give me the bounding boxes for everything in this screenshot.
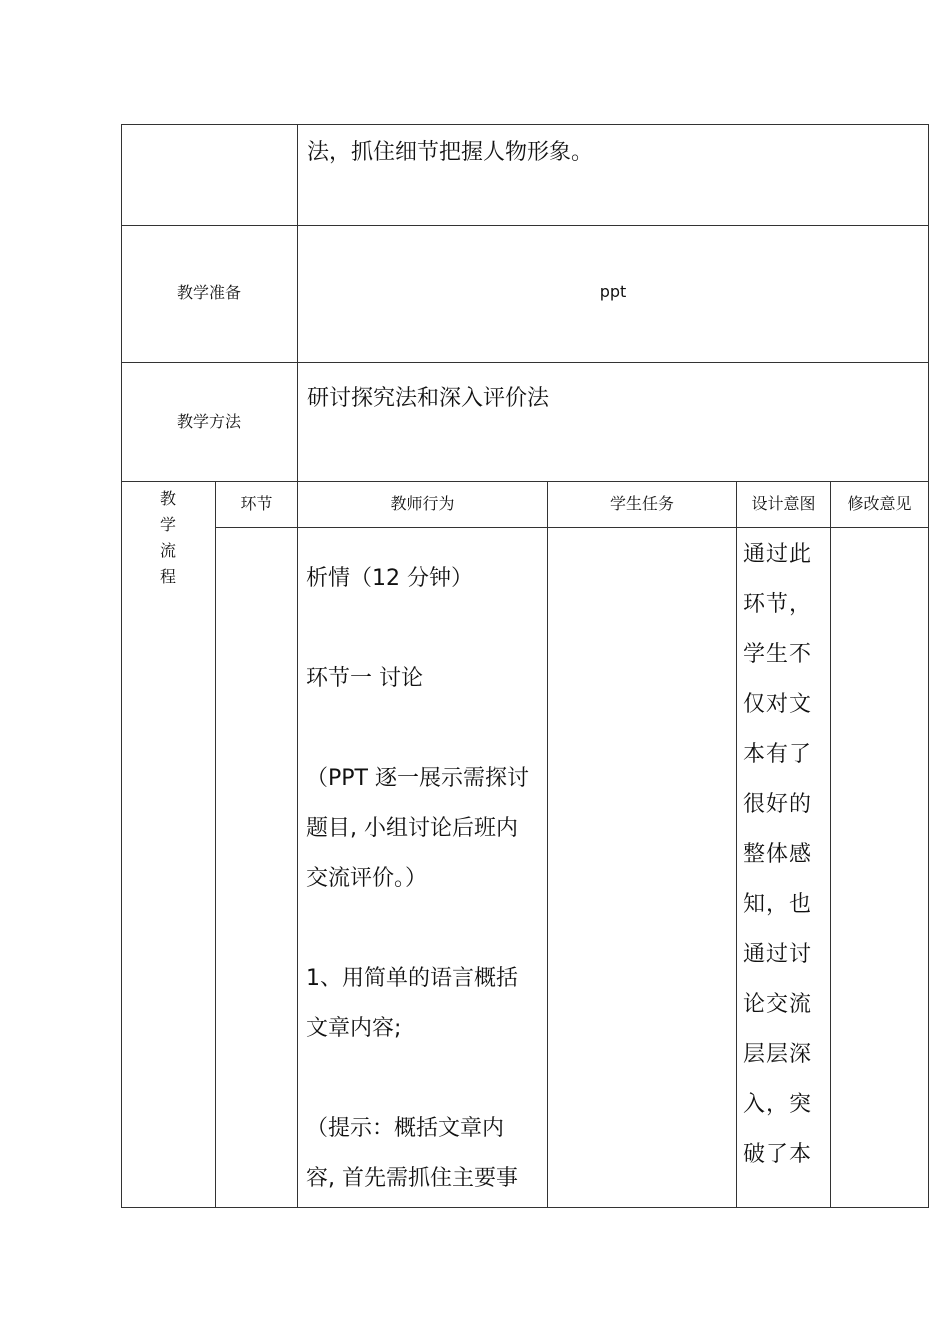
teacher-line: 析情（12 分钟） [306, 566, 473, 591]
teacher-line: 容, 首先需抓住主要事 [306, 1166, 518, 1191]
prep-value: ppt [599, 282, 627, 301]
header-student: 学生任务 [609, 494, 674, 513]
header-design: 设计意图 [751, 494, 816, 513]
method-label: 教学方法 [176, 412, 241, 431]
teacher-line-gap [306, 704, 544, 754]
teacher-line: 1、用简单的语言概括 [306, 966, 518, 991]
header-teacher: 教师行为 [390, 494, 455, 513]
teacher-line: （PPT 逐一展示需探讨 [306, 766, 529, 791]
design-line: 整体感 [743, 842, 813, 867]
design-line: 层层深 [743, 1042, 813, 1067]
col-border-student [736, 481, 737, 1208]
design-line: 通过此 [743, 542, 813, 567]
design-line: 仅对文 [743, 692, 813, 717]
flow-label-char: 程 [159, 567, 176, 586]
flow-label-char: 流 [159, 541, 176, 560]
design-line: 学生不 [743, 642, 813, 667]
teacher-line-gap [306, 904, 544, 954]
teacher-line-gap [306, 604, 544, 654]
row-border-bottom [121, 1207, 929, 1208]
flow-label-char: 学 [159, 515, 176, 534]
design-line: 通过讨 [743, 942, 813, 967]
teacher-line: 交流评价。） [306, 866, 428, 891]
design-line: 环节， [743, 592, 813, 617]
design-intent [743, 530, 833, 1180]
objective-text: 法，抓住细节把握人物形象。 [307, 140, 594, 165]
prep-label: 教学准备 [176, 283, 241, 302]
teacher-line: 题目, 小组讨论后班内 [306, 816, 518, 841]
design-line: 论交流 [743, 992, 813, 1017]
teacher-line: （提示：概括文章内 [306, 1116, 505, 1141]
col-border-teacher [547, 481, 548, 1208]
design-line: 很好的 [743, 792, 813, 817]
design-line: 入，突 [743, 1092, 813, 1117]
teacher-line: 环节一 讨论 [306, 666, 423, 691]
design-line: 本有了 [743, 742, 813, 767]
row-border-3 [121, 481, 929, 482]
teacher-actions [306, 554, 544, 1204]
method-value: 研讨探究法和深入评价法 [307, 386, 550, 411]
row-border-2 [121, 362, 929, 363]
flow-label [121, 486, 215, 590]
lesson-plan-table [121, 124, 929, 1208]
row-border-1 [121, 225, 929, 226]
design-line: 知，也 [743, 892, 813, 917]
teacher-line-gap [306, 1054, 544, 1104]
col-border-flow-label [215, 481, 216, 1208]
header-row-border [215, 527, 929, 528]
col-border-right [928, 124, 929, 1208]
header-revise: 修改意见 [847, 494, 912, 513]
teacher-line: 文章内容; [306, 1016, 402, 1041]
header-stage: 环节 [240, 494, 273, 513]
flow-label-char: 教 [159, 489, 176, 508]
row-border-top [121, 124, 929, 125]
design-line: 破了本 [743, 1142, 813, 1167]
